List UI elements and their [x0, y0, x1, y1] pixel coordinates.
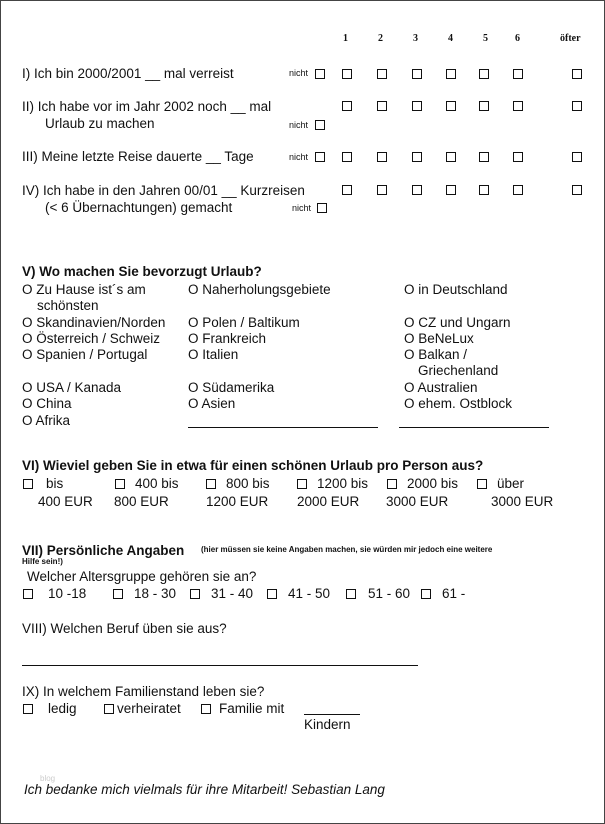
freq-checkbox[interactable]	[572, 185, 582, 195]
freq-checkbox[interactable]	[342, 152, 352, 162]
freq-col-5: 5	[483, 33, 488, 44]
age-label-3: 31 - 40	[211, 586, 254, 601]
section-8-title: VIII) Welchen Beruf üben sie aus?	[22, 621, 227, 636]
freq-checkbox[interactable]	[572, 152, 582, 162]
budget-label-2-bottom: 800 EUR	[114, 494, 169, 509]
freq-col-4: 4	[448, 33, 453, 44]
budget-label-3-top: 800 bis	[226, 476, 270, 491]
budget-checkbox-5[interactable]	[387, 479, 397, 489]
status-label-kindern: Kindern	[304, 717, 351, 732]
age-label-4: 41 - 50	[288, 586, 331, 601]
section-7-title: VII) Persönliche Angaben	[22, 543, 185, 558]
freq-checkbox[interactable]	[412, 69, 422, 79]
budget-label-4-bottom: 2000 EUR	[297, 494, 360, 509]
age-label-2: 18 - 30	[134, 586, 177, 601]
age-checkbox-1[interactable]	[23, 589, 33, 599]
freq-checkbox[interactable]	[446, 185, 456, 195]
status-checkbox-familie[interactable]	[201, 704, 211, 714]
freq-checkbox[interactable]	[513, 69, 523, 79]
freq-checkbox[interactable]	[479, 152, 489, 162]
section-7-note-line2: Hilfe sein!)	[22, 557, 63, 566]
option-usa[interactable]: O USA / Kanada	[22, 380, 122, 395]
question-4-text-line2: (< 6 Übernachtungen) gemacht	[45, 200, 233, 215]
budget-checkbox-4[interactable]	[297, 479, 307, 489]
freq-checkbox[interactable]	[572, 69, 582, 79]
status-label-familie: Familie mit	[219, 701, 285, 716]
freq-checkbox[interactable]	[342, 101, 352, 111]
status-label-verheiratet: verheiratet	[117, 701, 181, 716]
question-3-nicht-label: nicht	[289, 152, 309, 162]
option-skandinavien[interactable]: O Skandinavien/Norden	[22, 315, 166, 330]
budget-label-4-top: 1200 bis	[317, 476, 369, 491]
section-5-title: V) Wo machen Sie bevorzugt Urlaub?	[22, 264, 262, 279]
freq-checkbox[interactable]	[412, 185, 422, 195]
freq-checkbox[interactable]	[342, 69, 352, 79]
freq-col-2: 2	[378, 33, 383, 44]
age-checkbox-3[interactable]	[190, 589, 200, 599]
option-benelux[interactable]: O BeNeLux	[404, 331, 474, 346]
option-zu-hause-cont: schönsten	[37, 298, 99, 313]
freq-checkbox[interactable]	[479, 185, 489, 195]
option-suedamerika[interactable]: O Südamerika	[188, 380, 275, 395]
section-6-title: VI) Wieviel geben Sie in etwa für einen schönen Urlaub pro Person aus?	[22, 458, 484, 473]
question-4-nicht-checkbox[interactable]	[317, 203, 327, 213]
option-oesterreich[interactable]: O Österreich / Schweiz	[22, 331, 161, 346]
option-afrika[interactable]: O Afrika	[22, 413, 71, 428]
budget-label-2-top: 400 bis	[135, 476, 179, 491]
closing-note: Ich bedanke mich vielmals für ihre Mitarbeit! Sebastian Lang	[24, 782, 385, 797]
budget-checkbox-1[interactable]	[23, 479, 33, 489]
option-australien[interactable]: O Australien	[404, 380, 478, 395]
freq-checkbox[interactable]	[377, 152, 387, 162]
freq-col-more: öfter	[560, 33, 581, 44]
option-balkan-cont: Griechenland	[418, 363, 499, 378]
freq-checkbox[interactable]	[446, 152, 456, 162]
section-7-note-line1: (hier müssen sie keine Angaben machen, sie würden mir jedoch eine weitere	[201, 545, 493, 554]
age-checkbox-4[interactable]	[267, 589, 277, 599]
age-checkbox-5[interactable]	[346, 589, 356, 599]
option-balkan[interactable]: O Balkan /	[404, 347, 468, 362]
freq-checkbox[interactable]	[513, 185, 523, 195]
age-checkbox-2[interactable]	[113, 589, 123, 599]
freq-checkbox[interactable]	[412, 152, 422, 162]
question-1-text: I) Ich bin 2000/2001 __ mal verreist	[22, 66, 234, 81]
budget-label-6-top: über	[497, 476, 525, 491]
age-question: Welcher Altersgruppe gehören sie an?	[27, 569, 257, 584]
age-checkbox-6[interactable]	[421, 589, 431, 599]
question-1-nicht-label: nicht	[289, 68, 309, 78]
budget-label-5-top: 2000 bis	[407, 476, 459, 491]
freq-checkbox[interactable]	[513, 152, 523, 162]
freq-checkbox[interactable]	[572, 101, 582, 111]
budget-checkbox-6[interactable]	[477, 479, 487, 489]
budget-checkbox-2[interactable]	[115, 479, 125, 489]
question-3-nicht-checkbox[interactable]	[315, 152, 325, 162]
option-cz-ungarn[interactable]: O CZ und Ungarn	[404, 315, 511, 330]
question-1-nicht-checkbox[interactable]	[315, 69, 325, 79]
budget-checkbox-3[interactable]	[206, 479, 216, 489]
option-china[interactable]: O China	[22, 396, 72, 411]
freq-checkbox[interactable]	[377, 69, 387, 79]
budget-label-6-bottom: 3000 EUR	[491, 494, 554, 509]
option-italien[interactable]: O Italien	[188, 347, 239, 362]
question-2-text-line2: Urlaub zu machen	[45, 116, 155, 131]
question-3-text: III) Meine letzte Reise dauerte __ Tage	[22, 149, 254, 164]
freq-checkbox[interactable]	[377, 185, 387, 195]
option-zu-hause[interactable]: O Zu Hause ist´s am	[22, 282, 146, 297]
freq-col-1: 1	[343, 33, 348, 44]
age-label-5: 51 - 60	[368, 586, 411, 601]
freq-col-3: 3	[413, 33, 418, 44]
option-frankreich[interactable]: O Frankreich	[188, 331, 267, 346]
question-4-text-line1: IV) Ich habe in den Jahren 00/01 __ Kurzreisen	[22, 183, 305, 198]
age-label-1: 10 -18	[48, 586, 87, 601]
option-naherholung[interactable]: O Naherholungsgebiete	[188, 282, 331, 297]
question-4-nicht-label: nicht	[292, 203, 312, 213]
option-asien[interactable]: O Asien	[188, 396, 236, 411]
other-input-line-2[interactable]	[399, 427, 549, 428]
status-checkbox-verheiratet[interactable]	[104, 704, 114, 714]
freq-checkbox[interactable]	[479, 69, 489, 79]
option-polen[interactable]: O Polen / Baltikum	[188, 315, 300, 330]
freq-checkbox[interactable]	[479, 101, 489, 111]
question-2-nicht-label: nicht	[289, 120, 309, 130]
status-label-ledig: ledig	[48, 701, 77, 716]
section-9-title: IX) In welchem Familienstand leben sie?	[22, 684, 265, 699]
budget-label-1-top: bis	[46, 476, 64, 491]
age-label-6: 61 -	[442, 586, 466, 601]
status-checkbox-ledig[interactable]	[23, 704, 33, 714]
freq-col-6: 6	[515, 33, 520, 44]
occupation-input-line[interactable]	[22, 665, 418, 666]
question-2-nicht-checkbox[interactable]	[315, 120, 325, 130]
freq-checkbox[interactable]	[412, 101, 422, 111]
freq-checkbox[interactable]	[377, 101, 387, 111]
other-input-line-1[interactable]	[188, 427, 378, 428]
option-ostblock[interactable]: O ehem. Ostblock	[404, 396, 513, 411]
budget-label-1-bottom: 400 EUR	[38, 494, 93, 509]
option-spanien[interactable]: O Spanien / Portugal	[22, 347, 148, 362]
watermark: blog	[40, 774, 56, 783]
budget-label-3-bottom: 1200 EUR	[206, 494, 269, 509]
freq-checkbox[interactable]	[513, 101, 523, 111]
option-deutschland[interactable]: O in Deutschland	[404, 282, 508, 297]
children-count-input-line[interactable]	[304, 714, 360, 715]
question-2-text-line1: II) Ich habe vor im Jahr 2002 noch __ mal	[22, 99, 272, 114]
freq-checkbox[interactable]	[342, 185, 352, 195]
freq-checkbox[interactable]	[446, 69, 456, 79]
freq-checkbox[interactable]	[446, 101, 456, 111]
budget-label-5-bottom: 3000 EUR	[386, 494, 449, 509]
